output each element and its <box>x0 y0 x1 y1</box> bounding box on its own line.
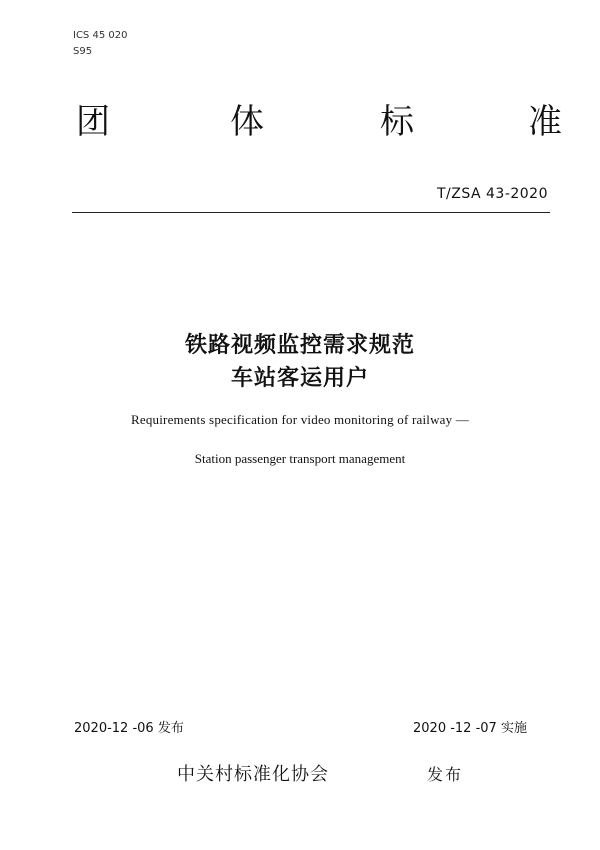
title-en-sub: Station passenger transport management <box>194 451 406 466</box>
category-char: 准 <box>528 102 562 142</box>
standard-number: T/ZSA 43-2020 <box>436 186 548 202</box>
implementation-date: 2020 -12 -07 实施 <box>413 721 527 736</box>
title-cn-main: 铁路视频监控需求规范 <box>184 333 415 358</box>
issuing-organization: 中关村标准化协会 <box>177 764 329 785</box>
ics-code: ICS 45 020 <box>73 30 128 41</box>
title-cn-sub: 车站客运用户 <box>230 366 369 391</box>
title-en-main: Requirements specification for video monitoring of railway — <box>131 412 469 427</box>
category-char: 体 <box>230 102 264 142</box>
ccs-code: S95 <box>73 46 93 57</box>
standard-category-heading <box>0 100 600 144</box>
header-rule <box>72 212 550 213</box>
publish-date: 2020-12 -06 发布 <box>74 721 184 736</box>
category-char: 标 <box>380 102 414 142</box>
issuer-suffix: 发布 <box>427 765 464 784</box>
category-char: 团 <box>76 102 110 142</box>
classification-codes <box>73 28 127 60</box>
